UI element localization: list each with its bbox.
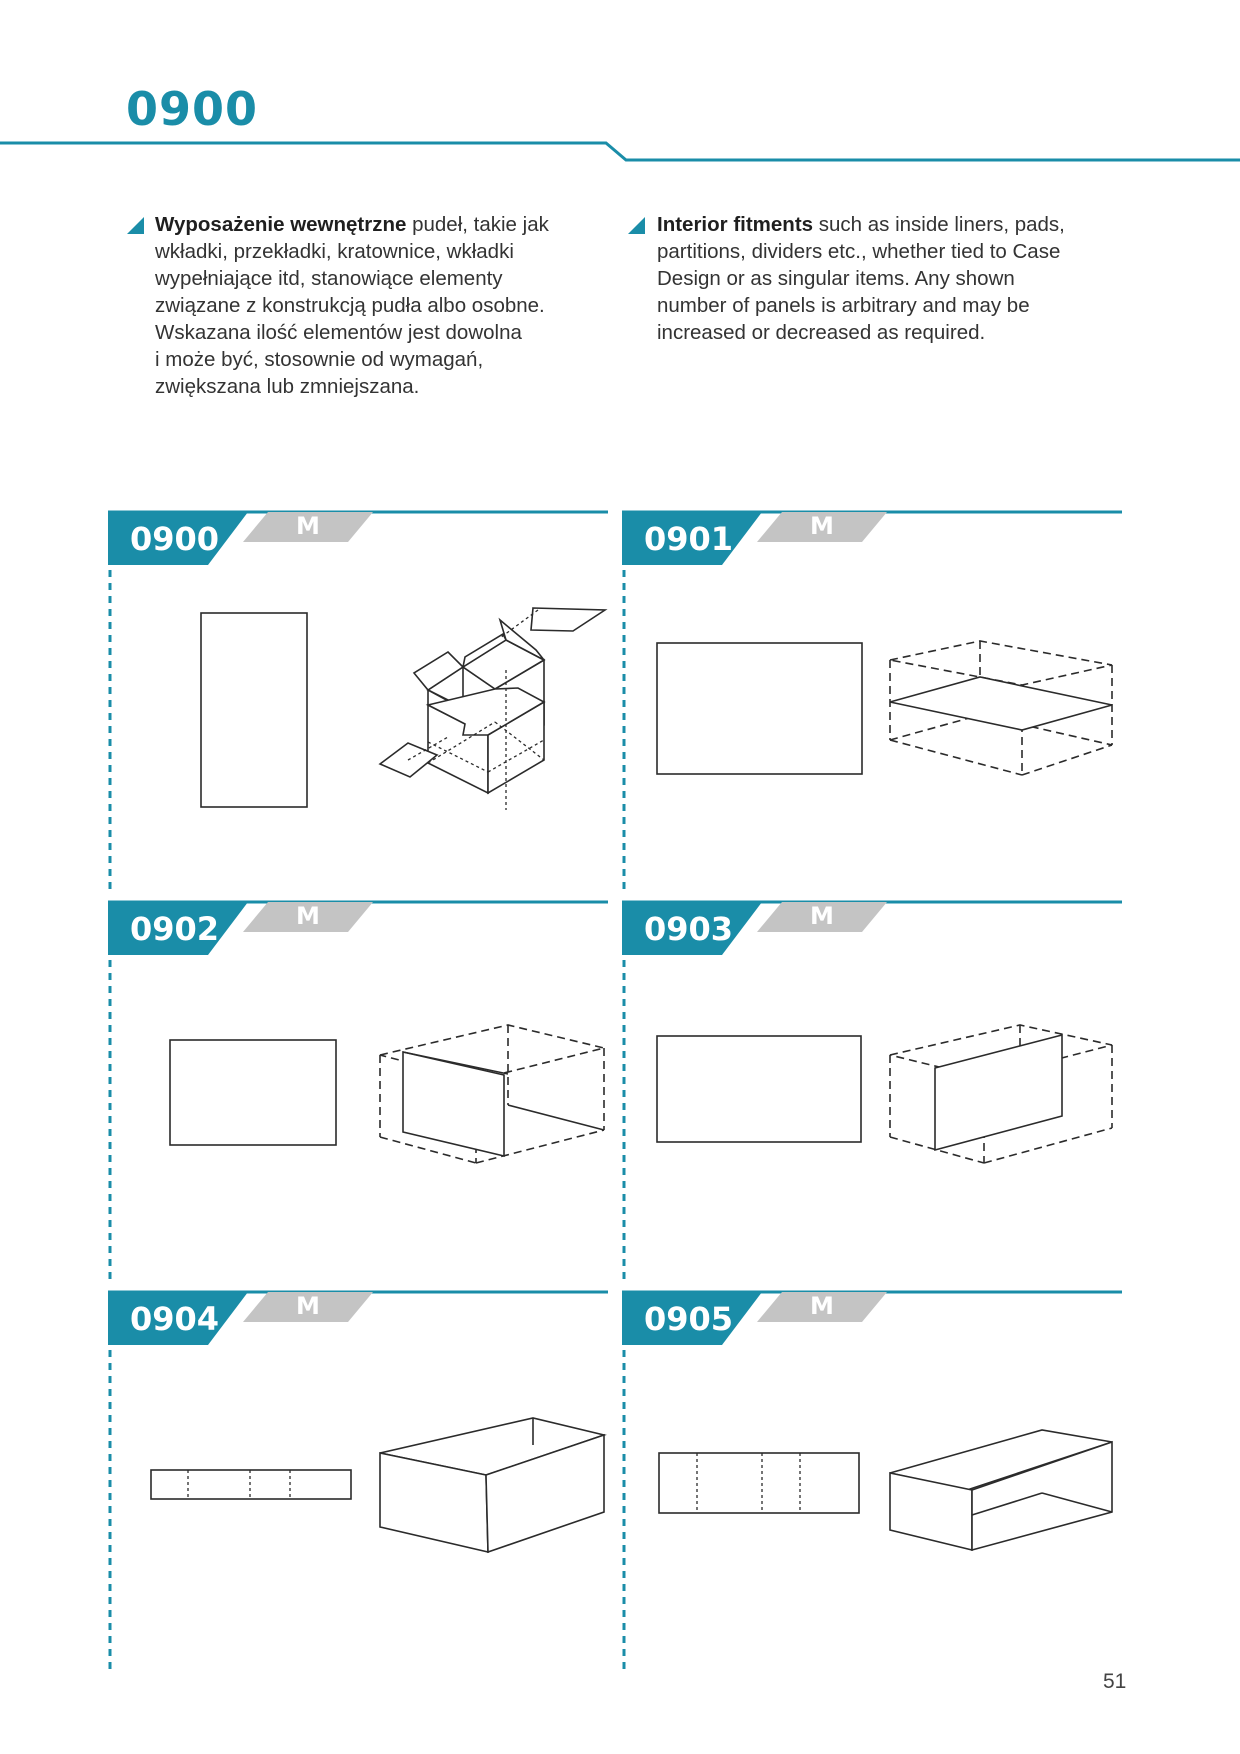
description-english — [657, 211, 1107, 346]
card-0904 — [108, 1290, 608, 1670]
card-code: 0901 — [644, 520, 734, 558]
card-badge: M — [296, 1292, 320, 1320]
description-english-line: such as inside liners, pads, — [813, 213, 1065, 236]
bullet-icon — [127, 217, 144, 234]
card-code: 0904 — [130, 1300, 220, 1338]
description-polish-line: zwiększana lub zmniejszana. — [155, 375, 420, 398]
fitment-diagram — [622, 900, 1122, 1280]
card-badge: M — [296, 902, 320, 930]
card-badge: M — [810, 512, 834, 540]
header-rule — [0, 135, 1240, 165]
description-polish — [155, 211, 595, 400]
description-polish-line: wypełniające itd, stanowiące elementy — [155, 267, 503, 290]
fitment-diagram — [108, 1290, 608, 1670]
card-badge: M — [810, 902, 834, 930]
card-0903 — [622, 900, 1122, 1280]
description-polish-bold: Wyposażenie wewnętrzne — [155, 213, 407, 236]
card-code: 0905 — [644, 1300, 734, 1338]
card-code: 0900 — [130, 520, 220, 558]
card-0905 — [622, 1290, 1122, 1670]
fitment-diagram — [622, 510, 1122, 890]
page-title: 0900 — [126, 82, 259, 136]
card-0902 — [108, 900, 608, 1280]
description-english-line: increased or decreased as required. — [657, 321, 986, 344]
card-code: 0902 — [130, 910, 220, 948]
description-polish-line: i może być, stosownie od wymagań, — [155, 348, 484, 371]
card-0900 — [108, 510, 608, 890]
description-polish-line: pudeł, takie jak — [406, 213, 549, 236]
bullet-icon — [628, 217, 645, 234]
description-english-line: number of panels is arbitrary and may be — [657, 294, 1030, 317]
fitment-diagram — [622, 1290, 1122, 1670]
description-english-line: Design or as singular items. Any shown — [657, 267, 1015, 290]
card-badge: M — [810, 1292, 834, 1320]
description-english-bold: Interior fitments — [657, 213, 814, 236]
card-code: 0903 — [644, 910, 734, 948]
fitment-diagram — [108, 900, 608, 1280]
card-0901 — [622, 510, 1122, 890]
fitment-diagram — [108, 510, 608, 890]
card-badge: M — [296, 512, 320, 540]
description-polish-line: wkładki, przekładki, kratownice, wkładki — [155, 240, 514, 263]
page-number: 51 — [1103, 1670, 1127, 1693]
description-english-line: partitions, dividers etc., whether tied to Case — [657, 240, 1061, 263]
description-polish-line: związane z konstrukcją pudła albo osobne. — [155, 294, 545, 317]
description-polish-line: Wskazana ilość elementów jest dowolna — [155, 321, 522, 344]
